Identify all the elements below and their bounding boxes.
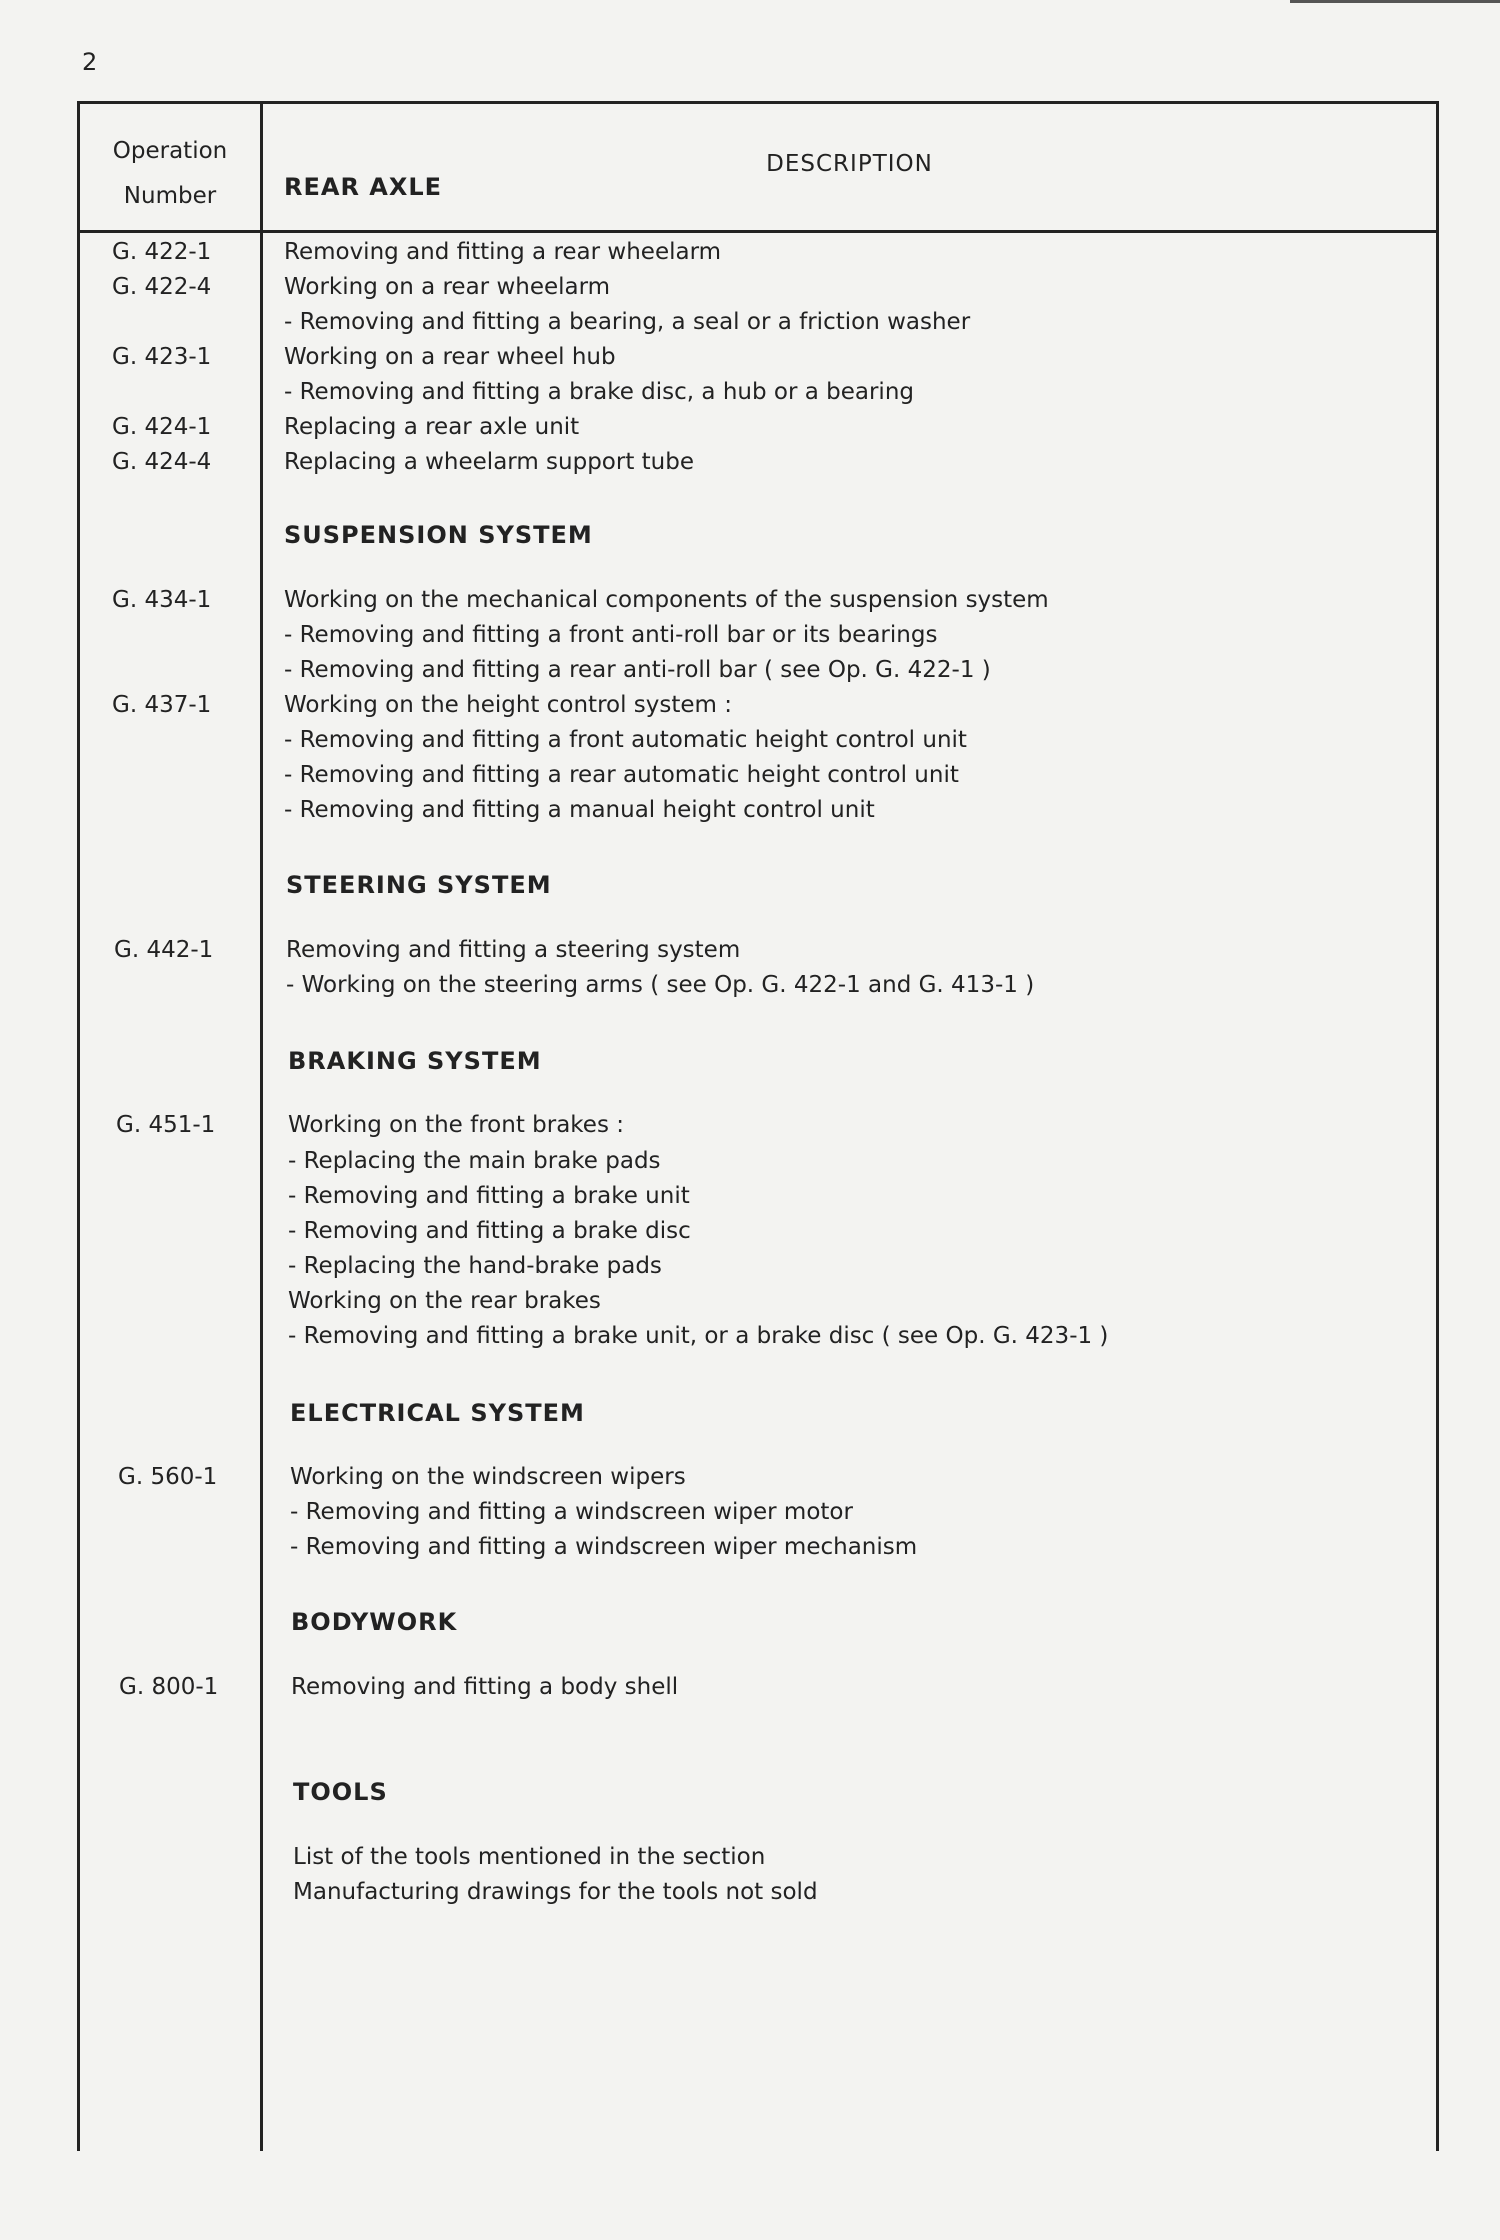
- table-row: [77, 305, 1439, 340]
- description-text: - Removing and fitting a front automatic height control unit: [284, 727, 967, 753]
- operation-number: G. 423-1: [112, 344, 212, 370]
- operation-number: G. 422-4: [112, 274, 212, 300]
- section-heading: [77, 170, 1439, 205]
- section-title: REAR AXLE: [284, 173, 443, 201]
- description-text: - Removing and fitting a brake disc: [288, 1218, 691, 1244]
- operation-number: G. 437-1: [112, 692, 212, 718]
- description-text: Removing and fitting a rear wheelarm: [284, 239, 722, 265]
- description-text: - Removing and fitting a front anti-roll bar or its bearings: [284, 622, 938, 648]
- table-row: [77, 793, 1439, 828]
- description-text: - Removing and fitting a rear anti-roll bar ( see Op. G. 422-1 ): [284, 657, 991, 683]
- table-row: [77, 1495, 1439, 1530]
- section-heading: [77, 1605, 1439, 1640]
- description-text: Working on a rear wheel hub: [284, 344, 616, 370]
- description-text: Working on the front brakes :: [288, 1112, 625, 1138]
- table-row: [77, 618, 1439, 653]
- operation-number: G. 424-4: [112, 449, 212, 475]
- description-text: Working on the windscreen wipers: [290, 1464, 686, 1490]
- section-title: STEERING SYSTEM: [286, 871, 552, 899]
- description-text: Working on a rear wheelarm: [284, 274, 611, 300]
- table-row: [77, 1840, 1439, 1875]
- table-row: [77, 235, 1439, 270]
- section-heading: [77, 1775, 1439, 1810]
- operation-number: G. 800-1: [119, 1674, 219, 1700]
- table-row: [77, 1144, 1439, 1179]
- header-divider: [77, 230, 1439, 233]
- operation-number: G. 422-1: [112, 239, 212, 265]
- table-row: [77, 583, 1439, 618]
- description-text: Replacing a rear axle unit: [284, 414, 580, 440]
- operation-number: G. 560-1: [118, 1464, 218, 1490]
- table-row: [77, 1214, 1439, 1249]
- description-text: Manufacturing drawings for the tools not sold: [293, 1879, 818, 1905]
- table-row: [77, 445, 1439, 480]
- operation-number: G. 451-1: [116, 1112, 216, 1138]
- operation-number: G. 442-1: [114, 937, 214, 963]
- table-row: [77, 688, 1439, 723]
- table-border-top: [77, 101, 1439, 104]
- top-edge-rule: [1290, 0, 1500, 3]
- table-row: [77, 723, 1439, 758]
- description-text: List of the tools mentioned in the section: [293, 1844, 766, 1870]
- description-text: - Removing and fitting a brake unit, or a brake disc ( see Op. G. 423-1 ): [288, 1323, 1109, 1349]
- description-text: - Removing and fitting a brake unit: [288, 1183, 690, 1209]
- operations-table: [77, 101, 1439, 2151]
- table-row: [77, 933, 1439, 968]
- description-text: Working on the rear brakes: [288, 1288, 601, 1314]
- table-row: [77, 270, 1439, 305]
- description-text: Replacing a wheelarm support tube: [284, 449, 695, 475]
- description-text: - Removing and fitting a rear automatic height control unit: [284, 762, 959, 788]
- section-title: SUSPENSION SYSTEM: [284, 521, 593, 549]
- table-row: [77, 1284, 1439, 1319]
- operation-number: G. 434-1: [112, 587, 212, 613]
- table-row: [77, 375, 1439, 410]
- table-row: [77, 1179, 1439, 1214]
- description-text: - Removing and fitting a windscreen wiper mechanism: [290, 1534, 918, 1560]
- description-text: Removing and fitting a body shell: [291, 1674, 679, 1700]
- section-heading: [77, 1396, 1439, 1431]
- table-row: [77, 1319, 1439, 1354]
- table-row: [77, 410, 1439, 445]
- table-row: [77, 1670, 1439, 1705]
- table-row: [77, 758, 1439, 793]
- description-text: - Replacing the main brake pads: [288, 1148, 661, 1174]
- description-text: - Removing and fitting a bearing, a seal or a friction washer: [284, 309, 971, 335]
- description-text: Working on the height control system :: [284, 692, 733, 718]
- operation-number: G. 424-1: [112, 414, 212, 440]
- description-text: Working on the mechanical components of the suspension system: [284, 587, 1049, 613]
- header-operation-number: Operation Number: [112, 138, 228, 209]
- section-title: TOOLS: [293, 1778, 388, 1806]
- description-text: - Removing and fitting a manual height control unit: [284, 797, 875, 823]
- page-number: 2: [82, 48, 98, 76]
- header-description: DESCRIPTION: [766, 151, 933, 177]
- section-heading: [77, 518, 1439, 553]
- description-text: - Replacing the hand-brake pads: [288, 1253, 662, 1279]
- section-title: BRAKING SYSTEM: [288, 1047, 542, 1075]
- section-title: BODYWORK: [291, 1608, 458, 1636]
- section-heading: [77, 868, 1439, 903]
- description-text: Removing and fitting a steering system: [286, 937, 741, 963]
- table-row: [77, 653, 1439, 688]
- description-text: - Removing and fitting a windscreen wiper motor: [290, 1499, 853, 1525]
- table-row: [77, 1249, 1439, 1284]
- section-heading: [77, 1044, 1439, 1079]
- table-row: [77, 1875, 1439, 1910]
- description-text: - Working on the steering arms ( see Op. G. 422-1 and G. 413-1 ): [286, 972, 1035, 998]
- table-row: [77, 340, 1439, 375]
- table-row: [77, 1460, 1439, 1495]
- table-row: [77, 1108, 1439, 1143]
- section-title: ELECTRICAL SYSTEM: [290, 1399, 585, 1427]
- description-text: - Removing and fitting a brake disc, a hub or a bearing: [284, 379, 914, 405]
- table-row: [77, 1530, 1439, 1565]
- table-row: [77, 968, 1439, 1003]
